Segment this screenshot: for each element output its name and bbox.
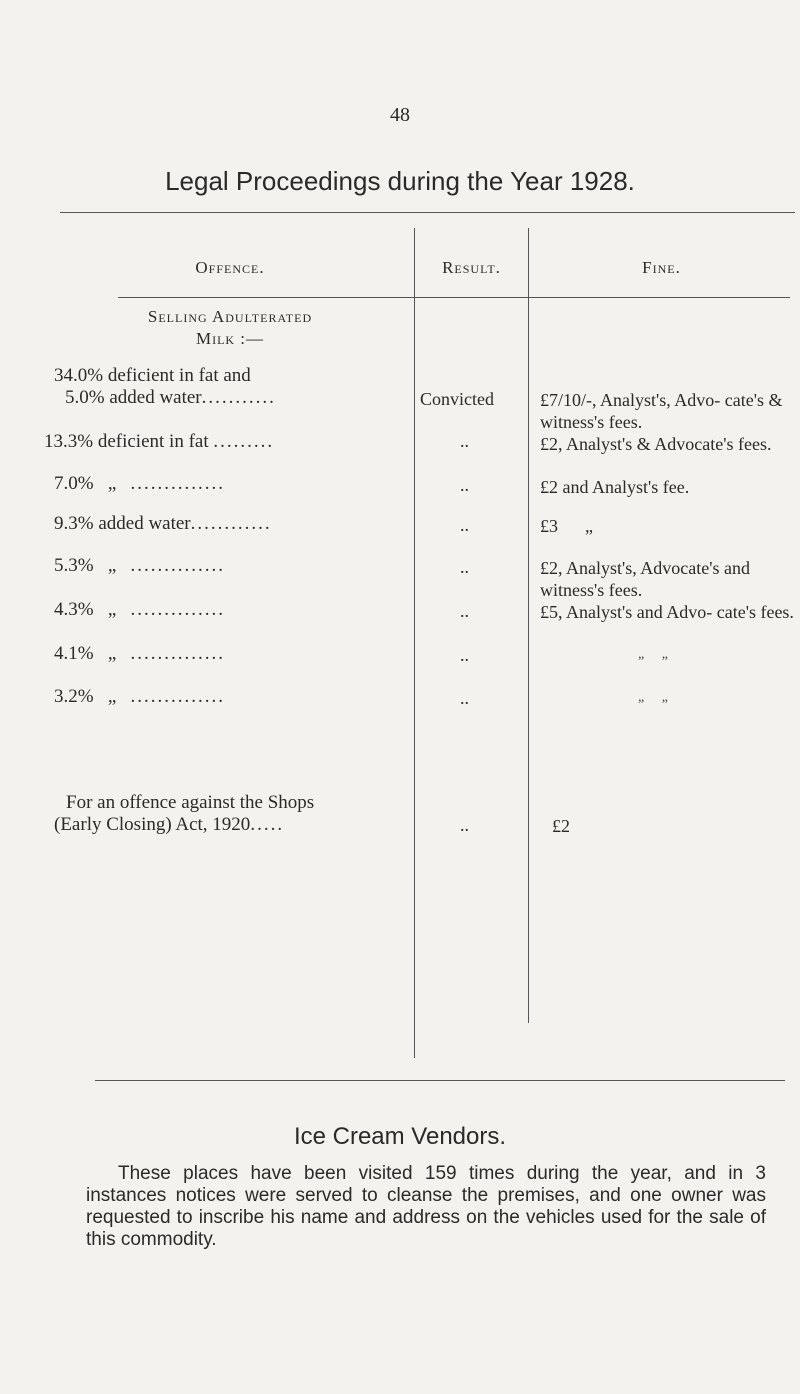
table-row-result: .. [460,475,469,495]
table-row-offence: 4.3% „ .............. [54,599,226,620]
shops-row-offence: For an offence against the Shops [66,792,315,813]
table-row-offence: 7.0% „ .............. [54,473,226,494]
table-row-offence: 5.3% „ .............. [54,555,226,576]
table-row-fine: £2, Analyst's, Advocate's and witness's fees. [540,558,750,600]
shops-row-result: .. [460,815,469,835]
table-row-result: Convicted [420,389,494,409]
column-divider-2 [528,228,529,1023]
page-title: Legal Proceedings during the Year 1928. [165,166,635,196]
table-row-result: .. [460,515,469,535]
table-row-result: .. [460,601,469,621]
table-bottom-rule [95,1080,785,1081]
table-row-offence: 34.0% deficient in fat and [54,365,251,386]
table-row-fine: „ „ [638,690,668,705]
table-top-rule [60,212,795,213]
page-number: 48 [390,104,410,126]
table-row-offence: 4.1% „ .............. [54,643,226,664]
table-row-offence: 5.0% added water........... [65,387,276,408]
table-row-result: .. [460,431,469,451]
table-row-fine: £2, Analyst's & Advocate's fees. [540,434,772,454]
header-fine: Fine. [642,258,681,277]
body-paragraph: These places have been visited 159 times during the year, and in 3 instances notices were served to cleanse the premises, and one owner was requested to inscribe his name and address on the vehicles used for the sale of this commodity. [86,1163,766,1250]
column-divider-1 [414,228,415,1058]
table-row-fine: £3 „ [540,516,593,536]
section-title: Ice Cream Vendors. [293,1123,507,1150]
table-row-fine: £2 and Analyst's fee. [540,477,690,497]
table-row-fine: £7/10/-, Analyst's, Advo- cate's & witness's fees. [540,390,783,432]
table-row-fine: „ „ [638,647,668,662]
header-result: Result. [442,258,501,277]
table-row-result: .. [460,557,469,577]
table-row-result: .. [460,688,469,708]
shops-row-offence: (Early Closing) Act, 1920..... [54,814,285,835]
table-row-offence: 13.3% deficient in fat ......... [44,431,275,452]
table-row-fine: £5, Analyst's and Advo- cate's fees. [540,602,794,622]
table-row-offence: 3.2% „ .............. [54,686,226,707]
header-offence: Offence. [195,258,265,277]
section-heading-line2: Milk :— [195,329,265,348]
table-row-result: .. [460,645,469,665]
table-row-offence: 9.3% added water............ [54,513,272,534]
section-heading-line1: Selling Adulterated [147,307,313,326]
shops-row-fine: £2 [552,816,570,836]
header-bottom-rule [118,297,790,298]
